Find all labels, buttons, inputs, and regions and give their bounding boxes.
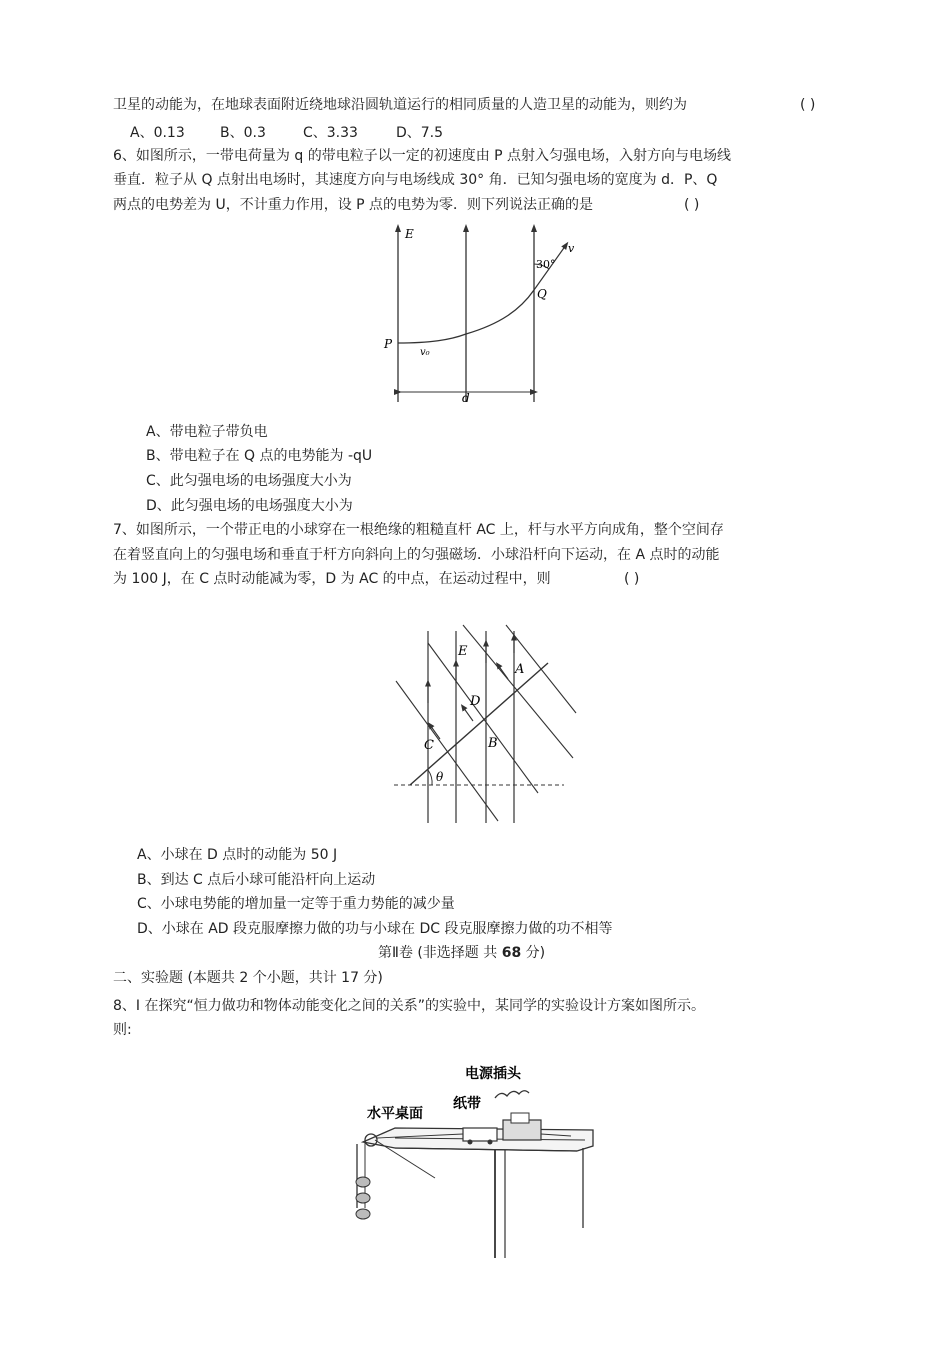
label-angle: 30° [536, 258, 556, 271]
q6-stem-line1: 6、如图所示，一带电荷量为 q 的带电粒子以一定的初速度由 P 点射入匀强电场，入射方向与电场线 [113, 148, 732, 164]
q5-option-b: B、0.3 [220, 125, 266, 141]
q7-rod-field-figure [388, 623, 578, 828]
label-v: v [568, 242, 575, 255]
q5-option-c: C、3.33 [303, 125, 358, 141]
rod-AC [410, 663, 548, 785]
q7-stem-line3: 为 100 J，在 C 点时动能减为零，D 为 AC 的中点，在运动过程中，则 [113, 571, 551, 587]
q6-stem-line3: 两点的电势差为 U，不计重力作用，设 P 点的电势为零．则下列说法正确的是 [113, 197, 594, 213]
q7-stem-line2: 在着竖直向上的匀强电场和垂直于杆方向斜向上的匀强磁场．小球沿杆向下运动，在 A 点时的动能 [113, 547, 720, 563]
q6-option-a: A、带电粒子带负电 [146, 424, 268, 440]
part2-title-pre: 第Ⅱ卷 (非选择题 共 [378, 945, 502, 961]
q7-option-c: C、小球电势能的增加量一定等于重力势能的减少量 [137, 896, 455, 912]
q7-stem-line1: 7、如图所示，一个带正电的小球穿在一根绝缘的粗糙直杆 AC 上，杆与水平方向成角，整个空间存 [113, 522, 724, 538]
q8-stem-line2: 则: [113, 1022, 132, 1038]
hook-weight-2 [356, 1193, 370, 1203]
q5-answer-bracket: ( ) [800, 97, 816, 113]
hook-weight-3 [356, 1209, 370, 1219]
theta-arc [428, 770, 432, 785]
q7-option-b: B、到达 C 点后小球可能沿杆向上运动 [137, 872, 376, 888]
q8-experiment-apparatus-figure [345, 1058, 610, 1263]
label-A: A [515, 662, 525, 677]
label-v0: v₀ [420, 347, 430, 358]
q6-option-c: C、此匀强电场的电场强度大小为 [146, 473, 352, 489]
q7-option-d: D、小球在 AD 段克服摩擦力做的功与小球在 DC 段克服摩擦力做的功不相等 [137, 921, 613, 937]
q6-option-d: D、此匀强电场的电场强度大小为 [146, 498, 353, 514]
label-horizontal-table: 水平桌面 [367, 1106, 423, 1122]
cart [463, 1128, 497, 1141]
field-lines [398, 228, 534, 402]
label-C: C [424, 738, 434, 753]
q6-answer-bracket: ( ) [684, 197, 700, 213]
label-D: D [470, 694, 481, 709]
q6-option-b: B、带电粒子在 Q 点的电势能为 -qU [146, 448, 373, 464]
part2-title-post: 分) [521, 945, 546, 961]
q5-option-a: A、0.13 [130, 125, 185, 141]
q5-stem: 卫星的动能为，在地球表面附近绕地球沿圆轨道运行的相同质量的人造卫星的动能为，则约为 [113, 97, 687, 113]
label-theta: θ [436, 770, 444, 784]
label-Q: Q [537, 287, 547, 301]
part2-score: 68 [501, 945, 522, 961]
hook-weight-1 [356, 1177, 370, 1187]
label-E: E [458, 644, 468, 659]
label-B: B [488, 736, 498, 751]
q5-option-d: D、7.5 [396, 125, 444, 141]
label-power-plug: 电源插头 [465, 1066, 521, 1082]
q8-stem-line1: 8、Ⅰ 在探究“恒力做功和物体动能变化之间的关系”的实验中，某同学的实验设计方案如图所示。 [113, 998, 705, 1014]
q6-stem-line2: 垂直．粒子从 Q 点射出电场时，其速度方向与电场线成 30° 角．已知匀强电场的宽度为 d．P、Q [113, 172, 718, 188]
label-paper-tape: 纸带 [453, 1096, 481, 1112]
label-d: d [462, 391, 470, 405]
section-heading: 二、实验题 (本题共 2 个小题，共计 17 分) [113, 970, 383, 986]
label-E: E [405, 227, 414, 241]
label-P: P [384, 337, 393, 351]
q7-answer-bracket: ( ) [624, 571, 640, 587]
part2-title [378, 944, 545, 962]
q6-electric-field-figure [370, 222, 580, 414]
q7-option-a: A、小球在 D 点时的动能为 50 J [137, 847, 338, 863]
power-cord [495, 1091, 529, 1098]
